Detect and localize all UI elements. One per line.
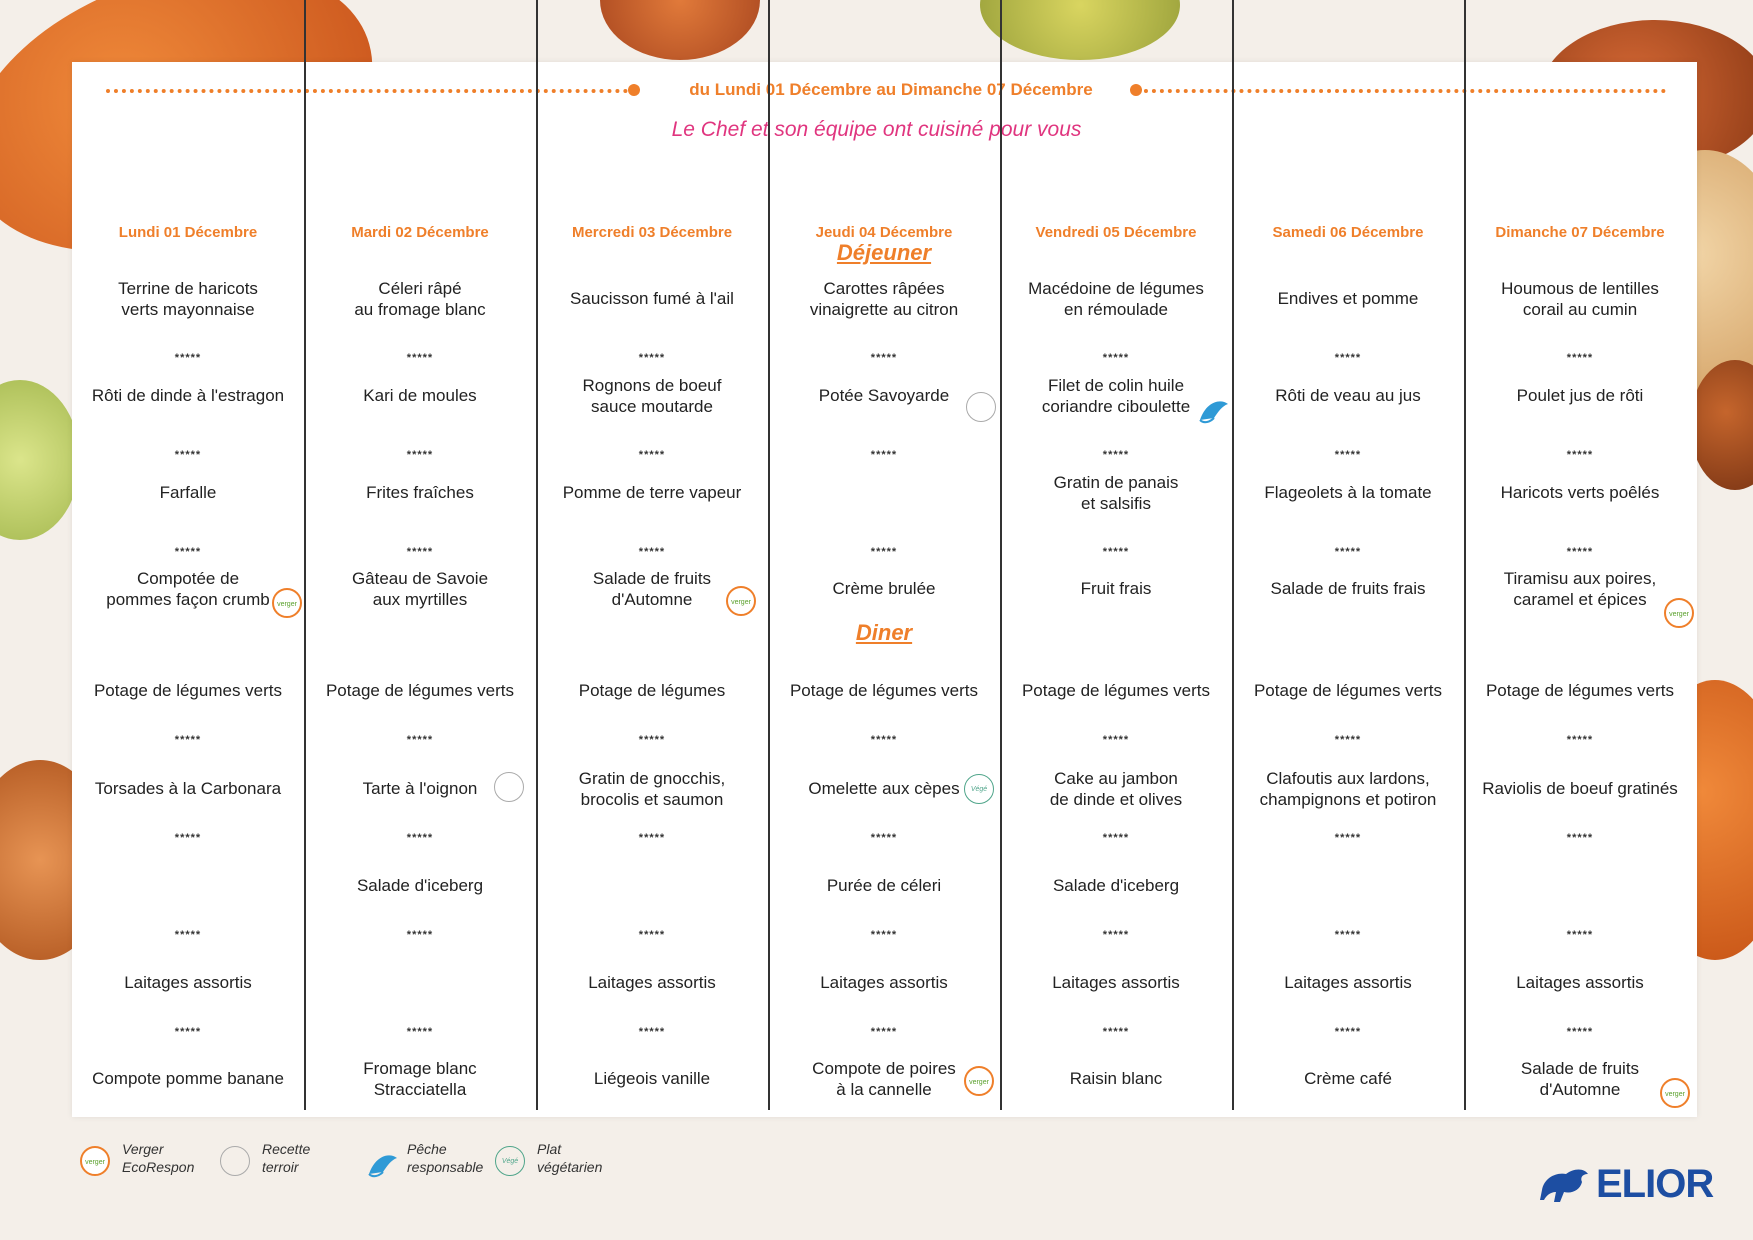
menu-dish: Laitages assortis [1284, 973, 1412, 992]
menu-dish: Pomme de terre vapeur [562, 483, 742, 502]
menu-dish: Crème brulée [832, 579, 936, 598]
course-separator: ***** [1566, 352, 1594, 364]
day-column [1000, 0, 1234, 1110]
course-separator: ***** [406, 734, 434, 746]
menu-dish: Salade d'iceberg [1052, 876, 1180, 895]
brand-name: ELIOR [1596, 1162, 1714, 1206]
menu-dish: Rôti de veau au jus [1275, 386, 1421, 405]
course-separator: ***** [638, 734, 666, 746]
menu-dish: Potage de légumes verts [325, 681, 515, 700]
course-separator: ***** [406, 352, 434, 364]
menu-dish: Laitages assortis [820, 973, 948, 992]
course-separator: ***** [870, 832, 898, 844]
legend-label: Pêche responsable [407, 1141, 484, 1175]
menu-dish: Laitages assortis [1052, 973, 1180, 992]
course-separator: ***** [174, 929, 202, 941]
menu-dish: Flageolets à la tomate [1264, 483, 1432, 502]
menu-dish: Salade de fruits d'Automne [1520, 1059, 1640, 1099]
menu-dish: Endives et pomme [1277, 289, 1419, 308]
apple-icon: verger [1664, 598, 1694, 628]
course-separator: ***** [406, 449, 434, 461]
course-separator: ***** [638, 546, 666, 558]
day-column [1232, 0, 1466, 1110]
course-separator: ***** [870, 546, 898, 558]
menu-dish: Cake au jambon de dinde et olives [1049, 769, 1183, 809]
pot-icon [220, 1146, 250, 1176]
decor-fruit [0, 380, 80, 540]
day-column [1464, 0, 1696, 1110]
menu-dish: Compote pomme banane [92, 1069, 284, 1088]
menu-dish: Omelette aux cèpes [808, 779, 960, 798]
course-separator: ***** [174, 546, 202, 558]
menu-dish: Fromage blanc Stracciatella [363, 1059, 477, 1099]
menu-dish: Rognons de boeuf sauce moutarde [582, 376, 722, 416]
course-separator: ***** [870, 352, 898, 364]
course-separator: ***** [870, 734, 898, 746]
day-column [72, 0, 306, 1110]
menu-dish: Raisin blanc [1069, 1069, 1163, 1088]
menu-dish: Frites fraîches [366, 483, 474, 502]
menu-dish: Potage de légumes verts [1253, 681, 1443, 700]
legend-label: Verger EcoRespon [122, 1141, 195, 1175]
pot-icon [966, 392, 996, 422]
menu-dish: Gratin de gnocchis, brocolis et saumon [578, 769, 726, 809]
menu-dish: Salade de fruits frais [1270, 579, 1426, 598]
day-column [536, 0, 770, 1110]
menu-dish: Potage de légumes verts [93, 681, 283, 700]
apple-icon: verger [1660, 1078, 1690, 1108]
menu-dish: Crème café [1304, 1069, 1392, 1088]
menu-dish: Salade d'iceberg [356, 876, 484, 895]
menu-dish: Potage de légumes verts [789, 681, 979, 700]
apple-icon: verger [964, 1066, 994, 1096]
course-separator: ***** [1334, 929, 1362, 941]
day-heading: Vendredi 05 Décembre [1035, 224, 1197, 241]
course-separator: ***** [638, 1026, 666, 1038]
course-separator: ***** [638, 832, 666, 844]
course-separator: ***** [174, 352, 202, 364]
menu-dish: Laitages assortis [124, 973, 252, 992]
menu-dish: Laitages assortis [1516, 973, 1644, 992]
course-separator: ***** [870, 449, 898, 461]
menu-dish: Filet de colin huile coriandre ciboulette [1041, 376, 1191, 416]
menu-dish: Potage de légumes verts [1021, 681, 1211, 700]
day-heading: Jeudi 04 Décembre [815, 224, 953, 241]
menu-dish: Terrine de haricots verts mayonnaise [118, 279, 258, 319]
course-separator: ***** [1102, 832, 1130, 844]
menu-dish: Houmous de lentilles corail au cumin [1501, 279, 1659, 319]
menu-dish: Gâteau de Savoie aux myrtilles [351, 569, 489, 609]
course-separator: ***** [1566, 929, 1594, 941]
legend-label: Plat végétarien [537, 1141, 603, 1175]
course-separator: ***** [1334, 546, 1362, 558]
menu-dish: Compotée de pommes façon crumb [106, 569, 270, 609]
menu-dish: Macédoine de légumes en rémoulade [1028, 279, 1204, 319]
menu-dish: Laitages assortis [588, 973, 716, 992]
course-separator: ***** [1102, 449, 1130, 461]
menu-dish: Liégeois vanille [593, 1069, 711, 1088]
menu-dish: Potage de légumes verts [1485, 681, 1675, 700]
lunch-heading: Déjeuner [836, 240, 932, 265]
course-separator: ***** [1566, 734, 1594, 746]
course-separator: ***** [406, 832, 434, 844]
course-separator: ***** [1566, 1026, 1594, 1038]
course-separator: ***** [1334, 449, 1362, 461]
course-separator: ***** [1334, 1026, 1362, 1038]
elior-logo [1536, 1160, 1716, 1210]
course-separator: ***** [1334, 352, 1362, 364]
menu-dish: Torsades à la Carbonara [94, 779, 282, 798]
course-separator: ***** [174, 449, 202, 461]
apple-icon: verger [726, 586, 756, 616]
apple-icon: verger [272, 588, 302, 618]
day-column [304, 0, 538, 1110]
menu-dish: Céleri râpé au fromage blanc [354, 279, 486, 319]
menu-dish: Haricots verts poêlés [1500, 483, 1660, 502]
course-separator: ***** [1566, 449, 1594, 461]
course-separator: ***** [1102, 546, 1130, 558]
menu-dish: Potage de légumes [578, 681, 726, 700]
course-separator: ***** [1102, 352, 1130, 364]
menu-dish: Potée Savoyarde [818, 386, 950, 405]
course-separator: ***** [1102, 734, 1130, 746]
course-separator: ***** [174, 734, 202, 746]
dinner-heading: Diner [855, 620, 913, 645]
course-separator: ***** [406, 1026, 434, 1038]
course-separator: ***** [870, 1026, 898, 1038]
vege-icon: Végé [964, 774, 994, 804]
menu-dish: Poulet jus de rôti [1516, 386, 1644, 405]
course-separator: ***** [174, 832, 202, 844]
menu-dish: Fruit frais [1080, 579, 1152, 598]
course-separator: ***** [406, 929, 434, 941]
menu-dish: Farfalle [159, 483, 217, 502]
course-separator: ***** [174, 1026, 202, 1038]
day-heading: Dimanche 07 Décembre [1495, 224, 1665, 241]
menu-dish: Tiramisu aux poires, caramel et épices [1503, 569, 1657, 609]
menu-subtitle: Le Chef et son équipe ont cuisiné pour vous [671, 118, 1082, 141]
menu-dish: Tarte à l'oignon [362, 779, 478, 798]
course-separator: ***** [638, 929, 666, 941]
course-separator: ***** [1566, 546, 1594, 558]
vege-icon: Végé [495, 1146, 525, 1176]
course-separator: ***** [1566, 832, 1594, 844]
fish-icon [365, 1146, 401, 1180]
menu-dish: Purée de céleri [826, 876, 942, 895]
legend [80, 1140, 680, 1190]
day-heading: Mercredi 03 Décembre [571, 224, 733, 241]
course-separator: ***** [638, 449, 666, 461]
apple-icon: verger [80, 1146, 110, 1176]
pot-icon [494, 772, 524, 802]
course-separator: ***** [406, 546, 434, 558]
menu-dish: Raviolis de boeuf gratinés [1482, 779, 1678, 798]
legend-label: Recette terroir [262, 1141, 311, 1175]
menu-dish: Carottes râpées vinaigrette au citron [809, 279, 959, 319]
course-separator: ***** [1334, 832, 1362, 844]
menu-dish: Compote de poires à la cannelle [812, 1059, 956, 1099]
course-separator: ***** [1102, 1026, 1130, 1038]
day-heading: Mardi 02 Décembre [351, 224, 489, 241]
menu-dish: Rôti de dinde à l'estragon [91, 386, 285, 405]
bull-icon [1536, 1160, 1592, 1206]
day-column [768, 0, 1002, 1110]
menu-dish: Salade de fruits d'Automne [592, 569, 712, 609]
course-separator: ***** [1334, 734, 1362, 746]
course-separator: ***** [1102, 929, 1130, 941]
menu-period: du Lundi 01 Décembre au Dimanche 07 Décembre [689, 80, 1093, 99]
menu-dish: Gratin de panais et salsifis [1053, 473, 1179, 513]
course-separator: ***** [870, 929, 898, 941]
course-separator: ***** [638, 352, 666, 364]
menu-dish: Kari de moules [363, 386, 477, 405]
fish-icon [1196, 392, 1232, 426]
menu-dish: Saucisson fumé à l'ail [570, 289, 734, 308]
day-heading: Lundi 01 Décembre [118, 224, 258, 241]
menu-dish: Clafoutis aux lardons, champignons et potiron [1259, 769, 1437, 809]
day-heading: Samedi 06 Décembre [1272, 224, 1424, 241]
